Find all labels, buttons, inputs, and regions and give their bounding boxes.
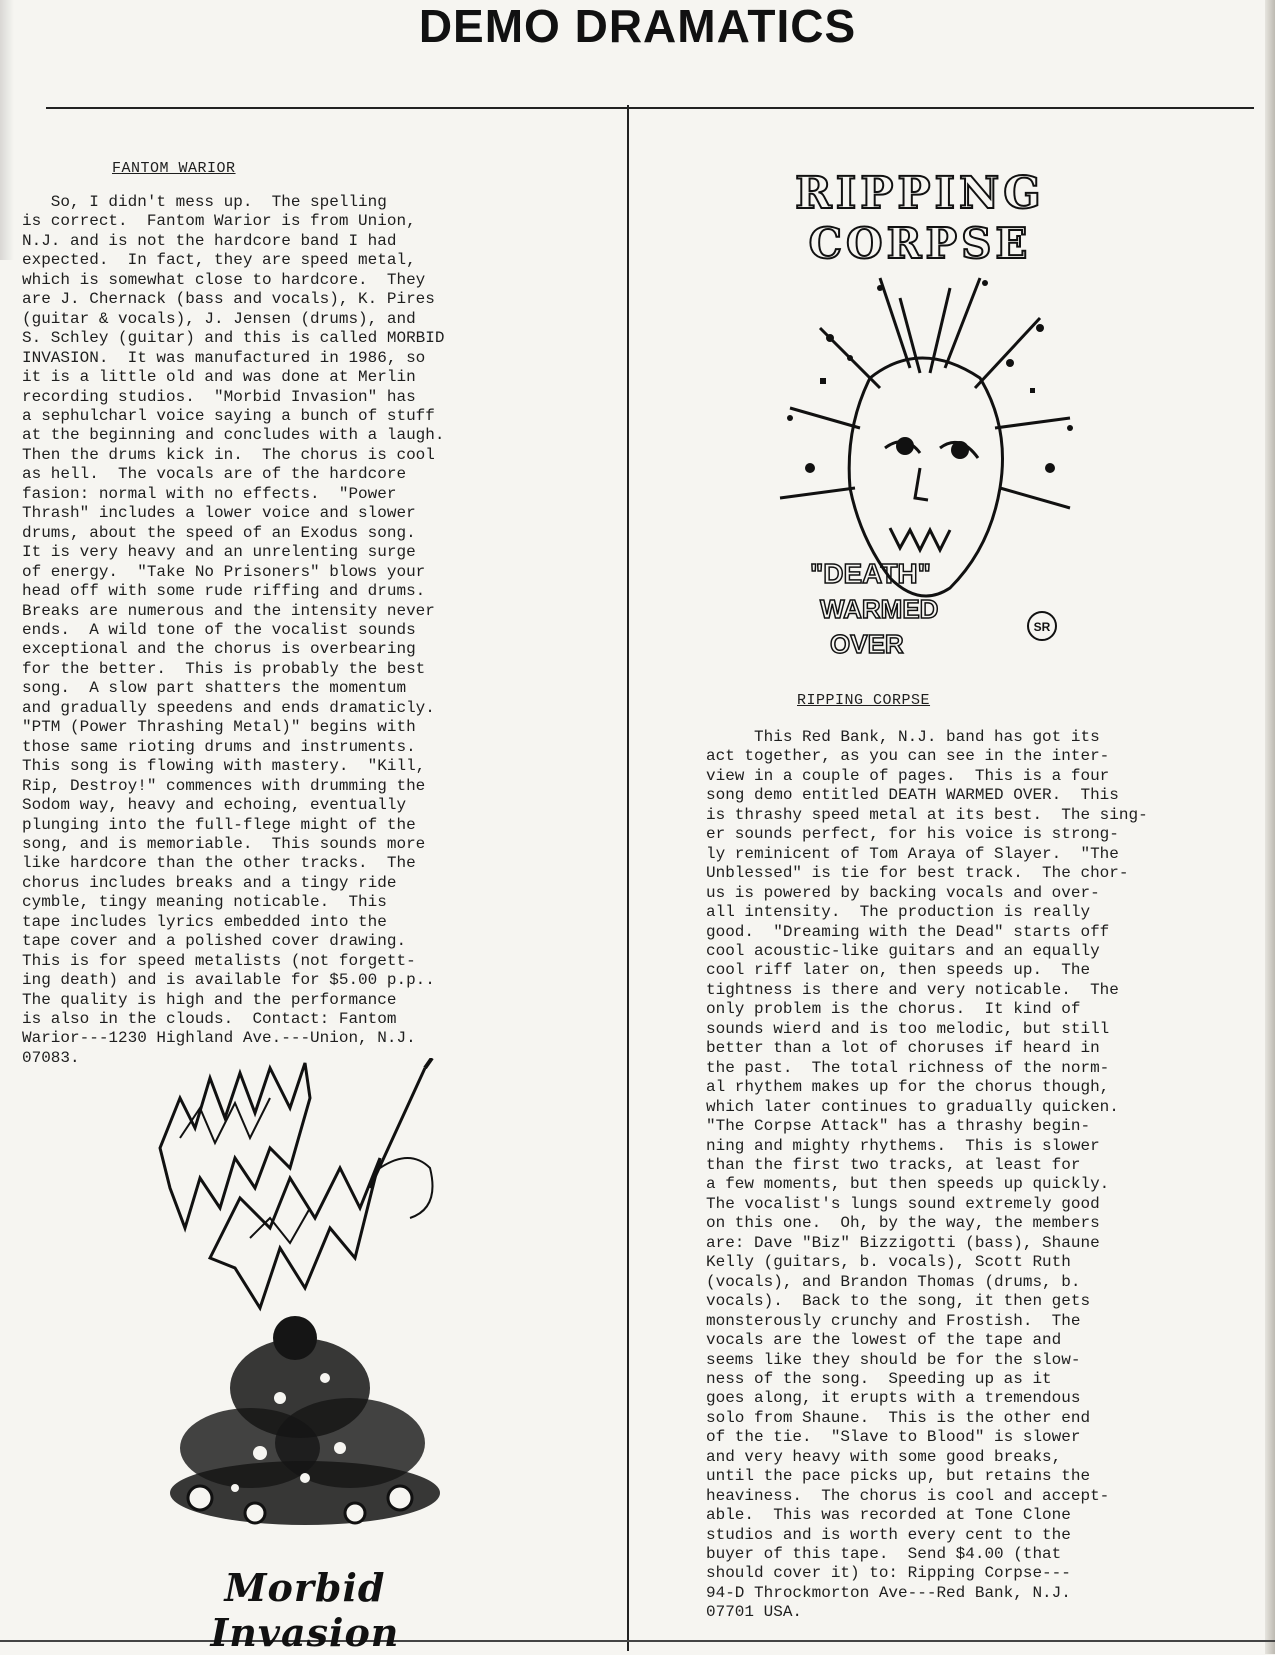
text-line: is correct. Fantom Warior is from Union, [22, 212, 416, 231]
text-line: al rhythem makes up for the chorus though, [706, 1078, 1110, 1097]
text-line: are J. Chernack (bass and vocals), K. Pires [22, 290, 435, 309]
band-logo-ripping: RIPPING [795, 168, 1045, 219]
text-line: vocals are the lowest of the tape and [706, 1331, 1062, 1350]
text-line: Unblessed" is tie for best track. The chor- [706, 864, 1129, 883]
text-line: for the better. This is probably the best [22, 659, 426, 678]
text-line: view in a couple of pages. This is a four [706, 766, 1110, 785]
review-body-fantom-warior [22, 193, 444, 1068]
text-line: Warior---1230 Highland Ave.---Union, N.J. [22, 1029, 416, 1048]
text-line: er sounds perfect, for his voice is strong- [706, 825, 1119, 844]
slogan-death: "DEATH" [810, 558, 931, 589]
text-line: better than a lot of choruses if heard in [706, 1039, 1100, 1058]
text-line: only problem is the chorus. It kind of [706, 1000, 1081, 1019]
text-line: is also in the clouds. Contact: Fantom [22, 1010, 397, 1029]
text-line: vocals). Back to the song, it then gets [706, 1292, 1091, 1311]
artist-initials: SR [1033, 620, 1051, 634]
text-line: cymble, tingy meaning noticable. This [22, 893, 387, 912]
text-line: cool riff later on, then speeds up. The [706, 961, 1091, 980]
text-line: 07701 USA. [706, 1603, 803, 1622]
text-line: Thrash" includes a lower voice and slower [22, 504, 416, 523]
text-line: song, and is memoriable. This sounds more [22, 834, 426, 853]
text-line: act together, as you can see in the inter- [706, 747, 1110, 766]
text-line: "PTM (Power Thrashing Metal)" begins with [22, 718, 416, 737]
text-line: are: Dave "Biz" Bizzigotti (bass), Shaune [706, 1233, 1100, 1252]
text-line: Sodom way, heavy and echoing, eventually [22, 796, 407, 815]
slogan-warmed: WARMED [820, 594, 939, 624]
text-line: of the tie. "Slave to Blood" is slower [706, 1428, 1081, 1447]
text-line: expected. In fact, they are speed metal, [22, 251, 416, 270]
review-body-ripping-corpse [706, 728, 1148, 1623]
ripping-corpse-cover-art [750, 168, 1090, 688]
text-line: Then the drums kick in. The chorus is cool [22, 445, 435, 464]
text-line: is thrashy speed metal at its best. The sing- [706, 805, 1148, 824]
text-line: chorus includes breaks and a tingy ride [22, 873, 397, 892]
text-line: head off with some rude riffing and drums. [22, 582, 426, 601]
text-line: seems like they should be for the slow- [706, 1350, 1081, 1369]
text-line: which is somewhat close to hardcore. They [22, 270, 426, 289]
text-line: on this one. Oh, by the way, the members [706, 1214, 1100, 1233]
text-line: The quality is high and the performance [22, 990, 397, 1009]
text-line: solo from Shaune. This is the other end [706, 1408, 1091, 1427]
text-line: So, I didn't mess up. The spelling [22, 193, 387, 211]
text-line: This is for speed metalists (not forgett- [22, 951, 416, 970]
slogan-over: OVER [830, 629, 904, 659]
text-line: those same rioting drums and instruments. [22, 737, 416, 756]
text-line: able. This was recorded at Tone Clone [706, 1506, 1071, 1525]
text-line: ness of the song. Speeding up as it [706, 1369, 1052, 1388]
column-divider [627, 105, 629, 1651]
text-line: a sephulcharl voice saying a bunch of stuff [22, 406, 435, 425]
text-line: This song is flowing with mastery. "Kill, [22, 757, 426, 776]
text-line: (vocals), and Brandon Thomas (drums, b. [706, 1272, 1081, 1291]
page-title: DEMO DRAMATICS [418, 0, 857, 52]
text-line: The vocalist's lungs sound extremely good [706, 1194, 1100, 1213]
text-line: tape cover and a polished cover drawing. [22, 932, 407, 951]
text-line: and gradually speedens and ends dramaticly. [22, 698, 435, 717]
text-line: of energy. "Take No Prisoners" blows your [22, 562, 426, 581]
text-line: and very heavy with some good breaks, [706, 1447, 1062, 1466]
text-line: fasion: normal with no effects. "Power [22, 484, 397, 503]
text-line: 07083. [22, 1048, 80, 1067]
text-line: monsterously crunchy and Frostish. The [706, 1311, 1081, 1330]
text-line: tightness is there and very noticable. The [706, 980, 1119, 999]
text-line: S. Schley (guitar) and this is called MORBID [22, 329, 445, 348]
text-line: (guitar & vocals), J. Jensen (drums), and [22, 309, 416, 328]
text-line: Rip, Destroy!" commences with drumming the [22, 776, 426, 795]
text-line: drums, about the speed of an Exodus song. [22, 523, 416, 542]
text-line: which later continues to gradually quicken. [706, 1097, 1119, 1116]
text-line: it is a little old and was done at Merlin [22, 368, 416, 387]
review-heading-ripping-corpse: RIPPING CORPSE [797, 692, 931, 709]
text-line: Kelly (guitars, b. vocals), Scott Ruth [706, 1253, 1071, 1272]
text-line: goes along, it erupts with a tremendous [706, 1389, 1081, 1408]
header-rule [46, 107, 1254, 109]
text-line: good. "Dreaming with the Dead" starts off [706, 922, 1110, 941]
text-line: all intensity. The production is really [706, 903, 1091, 922]
text-line: us is powered by backing vocals and over- [706, 883, 1100, 902]
text-line: a few moments, but then speeds up quickly. [706, 1175, 1110, 1194]
text-line: cool acoustic-like guitars and an equally [706, 941, 1100, 960]
band-logo-corpse: CORPSE [808, 219, 1032, 268]
text-line: ing death) and is available for $5.00 p.p.. [22, 971, 435, 990]
text-line: the past. The total richness of the norm- [706, 1058, 1110, 1077]
text-line: Breaks are numerous and the intensity never [22, 601, 435, 620]
text-line: ning and mighty rhythems. This is slower [706, 1136, 1100, 1155]
text-line: like hardcore than the other tracks. The [22, 854, 416, 873]
text-line: at the beginning and concludes with a laugh. [22, 426, 445, 445]
text-line: song demo entitled DEATH WARMED OVER. This [706, 786, 1119, 805]
text-line: recording studios. "Morbid Invasion" has [22, 387, 416, 406]
text-line: ends. A wild tone of the vocalist sounds [22, 620, 416, 639]
text-line: buyer of this tape. Send $4.00 (that [706, 1545, 1062, 1564]
text-line: than the first two tracks, at least for [706, 1155, 1081, 1174]
text-line: until the pace picks up, but retains the [706, 1467, 1091, 1486]
text-line: sounds wierd and is too melodic, but still [706, 1019, 1110, 1038]
text-line: studios and is worth every cent to the [706, 1525, 1071, 1544]
morbid-invasion-cover-art [140, 1058, 470, 1578]
morbid-invasion-caption: Morbid Invasion [210, 1565, 400, 1655]
text-line: heaviness. The chorus is cool and accept- [706, 1486, 1110, 1505]
page-edge [1265, 0, 1275, 1654]
text-line: plunging into the full-flege might of the [22, 815, 416, 834]
text-line: 94-D Throckmorton Ave---Red Bank, N.J. [706, 1583, 1071, 1602]
text-line: N.J. and is not the hardcore band I had [22, 231, 397, 250]
text-line: It is very heavy and an unrelenting surge [22, 543, 416, 562]
text-line: as hell. The vocals are of the hardcore [22, 465, 407, 484]
text-line: ly reminicent of Tom Araya of Slayer. "The [706, 844, 1119, 863]
text-line: song. A slow part shatters the momentum [22, 679, 407, 698]
text-line: should cover it) to: Ripping Corpse--- [706, 1564, 1071, 1583]
review-heading-fantom-warior: FANTOM WARIOR [112, 160, 236, 177]
text-line: "The Corpse Attack" has a thrashy begin- [706, 1117, 1091, 1136]
text-line: tape includes lyrics embedded into the [22, 912, 387, 931]
text-line: This Red Bank, N.J. band has got its [706, 728, 1100, 746]
text-line: INVASION. It was manufactured in 1986, so [22, 348, 426, 367]
text-line: exceptional and the chorus is overbearing [22, 640, 416, 659]
